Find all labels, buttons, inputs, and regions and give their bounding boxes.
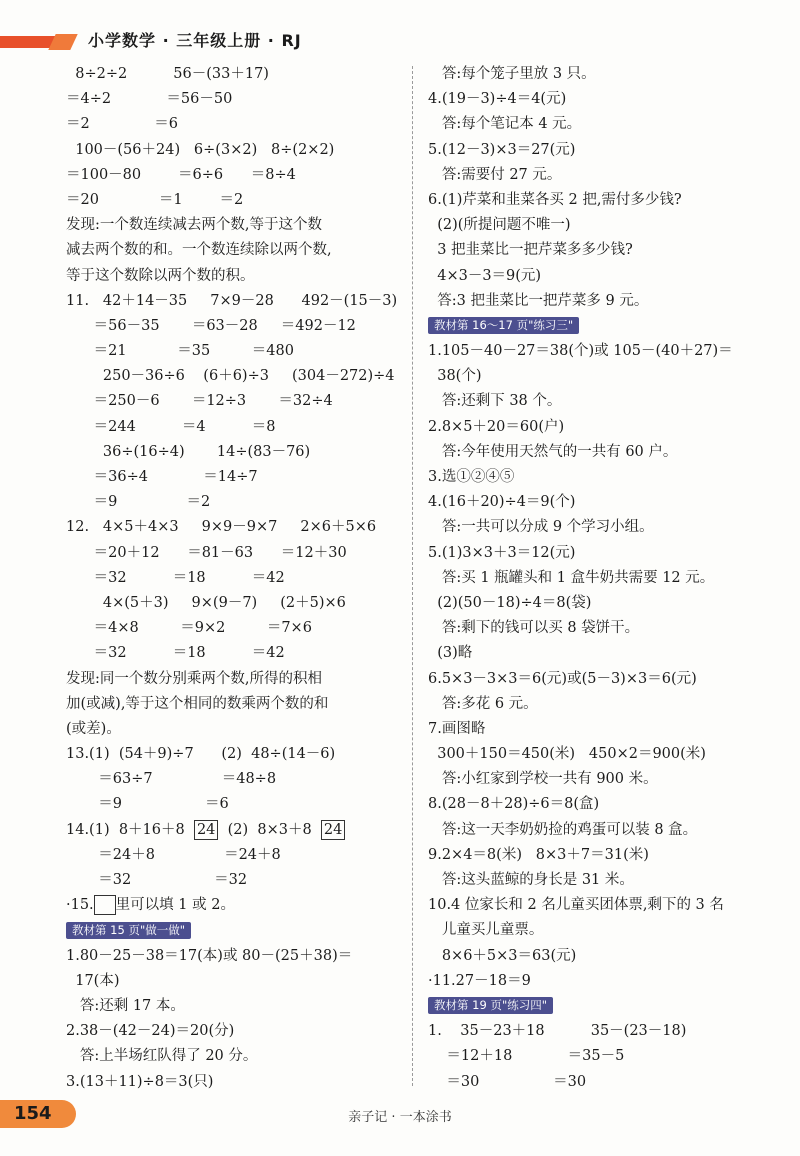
answer-line: ＝100－80 ＝6÷6 ＝8÷4 [66, 166, 296, 183]
answer-line: 减去两个数的和。一个数连续除以两个数, [66, 242, 332, 259]
left-tail-lines [66, 944, 406, 1095]
answer-line: 儿童买儿童票。 [428, 922, 544, 939]
answer-line: 5.(1)3×3＋3＝12(元) [428, 544, 576, 561]
answer-line: 答:每个笼子里放 3 只。 [428, 66, 596, 82]
answer-line: ＝12＋18 ＝35－5 [428, 1048, 625, 1065]
answer-line: ＝4÷2 ＝56－50 [66, 91, 233, 108]
answer-line: 3.(13＋11)÷8＝3(只) [66, 1073, 214, 1090]
section-tag-line [66, 918, 406, 943]
q15-number: ·15. [66, 897, 94, 914]
footer-brand: 亲子记 · 一本涂书 [348, 1110, 452, 1125]
answer-line: ＝2 ＝6 [66, 116, 178, 133]
answer-line: 4.(16＋20)÷4＝9(个) [428, 494, 576, 511]
answer-line: 300＋150＝450(米) 450×2＝900(米) [428, 746, 706, 763]
right-answer-lines-3 [428, 1019, 788, 1095]
section-tag-p16: 教材第 16～17 页"练习三" [428, 317, 579, 334]
page-header [0, 28, 800, 58]
answer-line: ＝21 ＝35 ＝480 [66, 343, 294, 360]
answer-line: 4.(19－3)÷4＝4(元) [428, 91, 567, 108]
q15-text: 里可以填 1 或 2。 [115, 897, 235, 914]
answer-line: 250－36÷6 (6＋6)÷3 (304－272)÷4 [66, 368, 395, 385]
header-title: 小学数学 · 三年级上册 · RJ [88, 31, 302, 50]
answer-line: 答:还剩 17 本。 [66, 997, 185, 1014]
answer-line: 11. 42＋14－35 7×9－28 492－(15－3) [66, 292, 398, 309]
section-tag-line [428, 994, 788, 1019]
left-answer-lines [66, 62, 406, 818]
answer-line: ＝56－35 ＝63－28 ＝492－12 [66, 317, 356, 334]
answer-line: (2)(50－18)÷4＝8(袋) [428, 594, 592, 611]
answer-line: ＝20＋12 ＝81－63 ＝12＋30 [66, 544, 347, 561]
q15-line [66, 893, 406, 918]
answer-line: 答:3 把韭菜比一把芹菜多 9 元。 [428, 292, 649, 309]
q14-answer-box-2: 24 [321, 820, 345, 840]
answer-line: 4×3－3＝9(元) [428, 267, 542, 284]
answer-line: 10.4 位家长和 2 名儿童买团体票,剩下的 3 名 [428, 897, 724, 914]
answer-line: 加(或减),等于这个相同的数乘两个数的和 [66, 695, 329, 712]
left-column [66, 62, 406, 1095]
q14-part-2: (2) 8×3＋8 [218, 821, 321, 838]
answer-line: 4×(5＋3) 9×(9－7) (2＋5)×6 [66, 594, 346, 611]
answer-line: 答:每个笔记本 4 元。 [428, 116, 582, 133]
answer-line: ＝36÷4 ＝14÷7 [66, 469, 258, 485]
answer-line: ＝32 ＝18 ＝42 [66, 569, 285, 586]
answer-line: 100－(56＋24) 6÷(3×2) 8÷(2×2) [66, 141, 335, 158]
answer-line: ＝63÷7 ＝48÷8 [66, 771, 277, 788]
answer-line: 13.(1) (54＋9)÷7 (2) 48÷(14－6) [66, 746, 336, 763]
q14-part-1: 14.(1) 8＋16＋8 [66, 821, 194, 838]
answer-line: 答:需要付 27 元。 [428, 166, 562, 183]
answer-line: 答:上半场红队得了 20 分。 [66, 1048, 258, 1065]
answer-line: 17(本) [66, 972, 120, 989]
answer-line: 8×6＋5×3＝63(元) [428, 947, 577, 964]
answer-line: 答:小红家到学校一共有 900 米。 [428, 771, 658, 788]
answer-line: 答:多花 6 元。 [428, 695, 538, 712]
answer-line: 3.选①②④⑤ [428, 469, 515, 485]
answer-line: 9.2×4＝8(米) 8×3＋7＝31(米) [428, 846, 649, 863]
q14-line-1 [66, 818, 406, 843]
answer-line: (或差)。 [66, 720, 121, 737]
q15-blank-box [94, 895, 116, 915]
answer-line: 6.(1)芹菜和韭菜各买 2 把,需付多少钱? [428, 191, 682, 208]
q14-line-2: ＝24＋8 ＝24＋8 [66, 846, 281, 863]
answer-line: 答:今年使用天然气的一共有 60 户。 [428, 443, 678, 460]
right-answer-lines-2 [428, 339, 788, 994]
q14-line-3: ＝32 ＝32 [66, 872, 248, 888]
answer-line: 6.5×3－3×3＝6(元)或(5－3)×3＝6(元) [428, 670, 697, 687]
answer-line: ＝30 ＝30 [428, 1073, 587, 1090]
section-tag-p15: 教材第 15 页"做一做" [66, 922, 191, 939]
section-tag-p19: 教材第 19 页"练习四" [428, 997, 553, 1014]
answer-line: 8÷2÷2 56－(33＋17) [66, 66, 269, 82]
answer-line: 1.80－25－38＝17(本)或 80－(25＋38)＝ [66, 947, 353, 964]
answer-line: 2.38－(42－24)＝20(分) [66, 1023, 235, 1040]
answer-line: ＝32 ＝18 ＝42 [66, 645, 285, 662]
answer-line: ＝9 ＝2 [66, 494, 211, 511]
answer-line: 答:剩下的钱可以买 8 袋饼干。 [428, 620, 640, 637]
answer-line: 1.105－40－27＝38(个)或 105－(40＋27)＝ [428, 343, 733, 360]
answer-line: 36÷(16÷4) 14÷(83－76) [66, 443, 311, 460]
answer-line: (2)(所提问题不唯一) [428, 217, 571, 234]
answer-line: 答:还剩下 38 个。 [428, 393, 562, 410]
answer-line: 7.画图略 [428, 720, 486, 737]
answer-line: 38(个) [428, 368, 482, 385]
answer-line: (3)略 [428, 645, 473, 662]
column-divider [412, 66, 413, 1086]
answer-line: 答:这一天李奶奶捡的鸡蛋可以装 8 盒。 [428, 821, 698, 838]
right-column [428, 62, 788, 1095]
answer-line: 等于这个数除以两个数的积。 [66, 267, 255, 284]
answer-line: 2.8×5＋20＝60(户) [428, 418, 565, 435]
q14-answer-box-1: 24 [194, 820, 218, 840]
answer-line: 1. 35－23＋18 35－(23－18) [428, 1023, 687, 1040]
answer-line: ＝4×8 ＝9×2 ＝7×6 [66, 620, 312, 637]
answer-line: ＝244 ＝4 ＝8 [66, 418, 276, 435]
page-number: 154 [14, 1103, 52, 1124]
answer-line: 5.(12－3)×3＝27(元) [428, 141, 576, 158]
section-tag-line [428, 314, 788, 339]
right-answer-lines-1 [428, 62, 788, 314]
answer-line: 答:这头蓝鲸的身长是 31 米。 [428, 872, 634, 888]
answer-line: 3 把韭菜比一把芹菜多多少钱? [428, 242, 633, 259]
answer-line: ＝250－6 ＝12÷3 ＝32÷4 [66, 393, 333, 410]
answer-line: ·11.27－18＝9 [428, 972, 531, 989]
answer-line: 12. 4×5＋4×3 9×9－9×7 2×6＋5×6 [66, 519, 377, 536]
answer-line: 发现:同一个数分别乘两个数,所得的积相 [66, 670, 322, 687]
answer-line: 答:买 1 瓶罐头和 1 盒牛奶共需要 12 元。 [428, 569, 715, 586]
answer-line: 发现:一个数连续减去两个数,等于这个数 [66, 217, 322, 234]
answer-line: 答:一共可以分成 9 个学习小组。 [428, 519, 654, 536]
answer-line: 8.(28－8＋28)÷6＝8(盒) [428, 796, 600, 813]
answer-line: ＝20 ＝1 ＝2 [66, 191, 244, 208]
answer-line: ＝9 ＝6 [66, 796, 229, 813]
